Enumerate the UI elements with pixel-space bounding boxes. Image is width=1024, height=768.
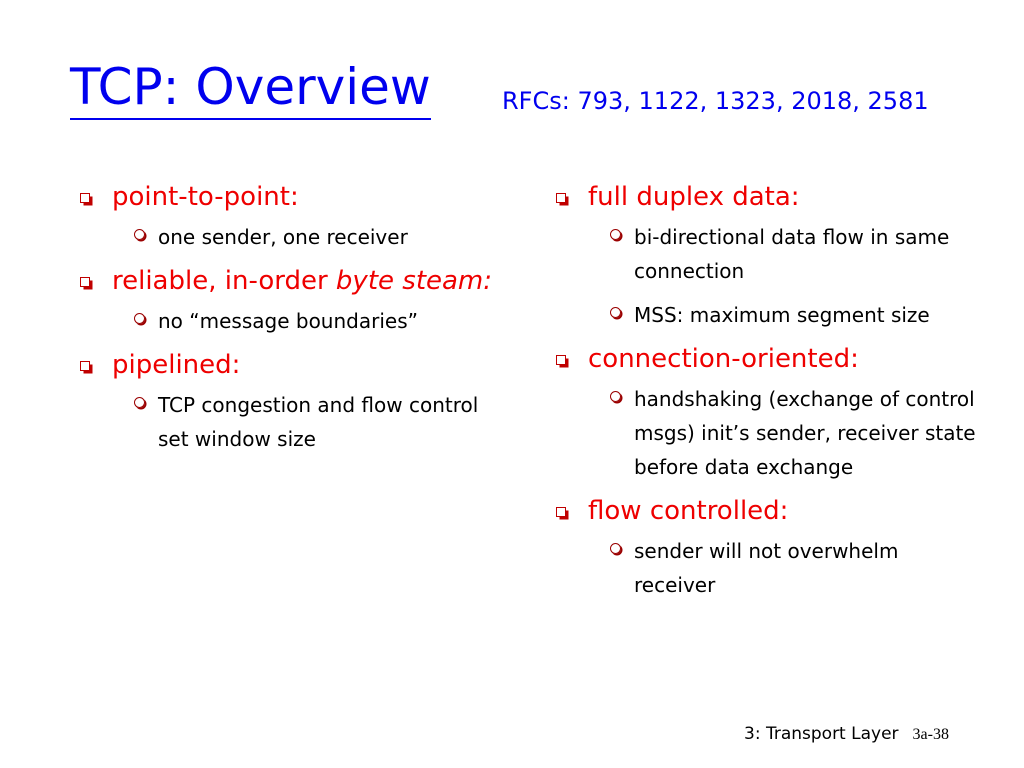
list-item — [548, 342, 978, 376]
item-heading: full duplex data: — [588, 182, 800, 212]
item-heading — [112, 264, 502, 298]
circle-bullet-icon — [134, 313, 145, 324]
circle-bullet-icon — [610, 307, 621, 318]
sub-item — [72, 388, 502, 456]
rfcs-subtitle: RFCs: 793, 1122, 1323, 2018, 2581 — [502, 87, 929, 115]
list-item — [72, 180, 502, 214]
circle-bullet-icon — [134, 397, 145, 408]
sub-item-text: MSS: maximum segment size — [634, 303, 930, 327]
footer-chapter: 3: Transport Layer — [744, 724, 899, 744]
circle-bullet-icon — [610, 543, 621, 554]
circle-bullet-icon — [610, 391, 621, 402]
item-heading: point-to-point: — [112, 182, 299, 212]
list-item — [548, 180, 978, 214]
square-bullet-icon — [80, 193, 90, 203]
sub-item-text: no “message boundaries” — [158, 309, 418, 333]
item-heading: connection-oriented: — [588, 344, 859, 374]
right-column — [548, 180, 978, 612]
sub-item — [548, 534, 978, 602]
sub-item-text: TCP congestion and flow control set window size — [158, 393, 479, 451]
square-bullet-icon — [556, 507, 566, 517]
sub-item-text: bi-directional data flow in same connection — [634, 225, 950, 283]
footer-page-number: 3a-38 — [912, 726, 949, 743]
square-bullet-icon — [556, 355, 566, 365]
sub-item — [72, 304, 502, 338]
item-heading: flow controlled: — [588, 496, 789, 526]
circle-bullet-icon — [134, 229, 145, 240]
item-heading-italic: byte steam: — [335, 266, 493, 296]
item-heading: pipelined: — [112, 350, 241, 380]
sub-item — [72, 220, 502, 254]
circle-bullet-icon — [610, 229, 621, 240]
sub-item-text: sender will not overwhelm receiver — [634, 539, 899, 597]
list-item — [72, 264, 502, 298]
list-item — [72, 348, 502, 382]
square-bullet-icon — [556, 193, 566, 203]
sub-item-text: one sender, one receiver — [158, 225, 408, 249]
page-title: TCP: Overview — [70, 56, 431, 120]
square-bullet-icon — [80, 277, 90, 287]
list-item — [548, 494, 978, 528]
sub-item — [548, 382, 978, 484]
sub-item-text: handshaking (exchange of control msgs) init’s sender, receiver state before data exchange — [634, 387, 976, 479]
item-heading-plain: reliable, in-order — [112, 266, 336, 296]
square-bullet-icon — [80, 361, 90, 371]
sub-item — [548, 220, 978, 288]
left-column — [72, 180, 502, 466]
sub-item — [548, 298, 978, 332]
slide-footer — [744, 722, 949, 747]
